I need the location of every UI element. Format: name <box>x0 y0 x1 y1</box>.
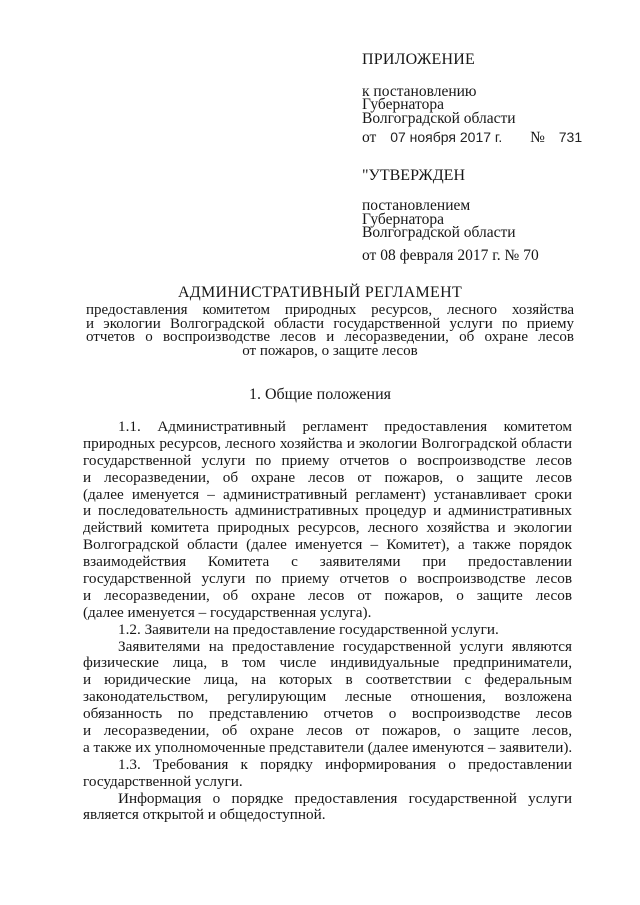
paragraph-line: государственной услуги по приему отчетов о воспроизводстве лесов <box>83 451 572 469</box>
subtitle-line: от пожаров, о защите лесов <box>242 342 418 359</box>
paragraph-line: 1.1. Административный регламент предоставления комитетом <box>118 418 572 435</box>
approved-line-2: Губернатора <box>362 211 444 228</box>
paragraph-line: и лесоразведении, об охране лесов от пожаров, о защите лесов <box>83 586 572 604</box>
appendix-date-line <box>362 130 582 145</box>
section-heading: 1. Общие положения <box>248 386 392 403</box>
number-value: 731 <box>558 129 583 145</box>
subtitle-line: и экологии Волгоградской области государственной услуги по приему <box>86 315 574 332</box>
paragraph-line: обязанность по представлению отчетов о воспроизводстве лесов <box>83 705 572 723</box>
paragraph-line: Заявителями на предоставление государственной услуги являются <box>118 637 572 655</box>
appendix-line-3: Волгоградской области <box>362 110 516 127</box>
paragraph-line: и лесоразведении, об охране лесов от пожаров, о защите лесов <box>83 468 572 486</box>
date-value: 07 ноября 2017 г. <box>390 129 503 145</box>
paragraph-line: 1.2. Заявители на предоставление государственной услуги. <box>118 620 499 638</box>
paragraph-line: Волгоградской области (далее именуется – Комитет), а также порядок <box>83 536 572 554</box>
approved-line-3: Волгоградской области <box>362 224 516 241</box>
paragraph-line: природных ресурсов, лесного хозяйства и экологии Волгоградской области <box>83 434 572 452</box>
appendix-line-1: к постановлению <box>362 83 477 100</box>
paragraph-line: государственной услуги. <box>83 772 243 790</box>
paragraph-line: а также их уполномоченные представители (далее именуются – заявители). <box>83 738 573 756</box>
paragraph-line: государственной услуги по приему отчетов о воспроизводстве лесов <box>83 570 572 588</box>
date-prefix: от <box>362 129 377 146</box>
paragraph-line: и лесоразведении, об охране лесов от пожаров, о защите лесов, <box>83 722 572 740</box>
appendix-title: ПРИЛОЖЕНИЕ <box>362 51 476 68</box>
approved-line-1: постановлением <box>362 197 471 214</box>
paragraph-line: физические лица, в том числе индивидуальные предприниматели, <box>83 654 572 672</box>
paragraph-line: 1.3. Требования к порядку информирования о предоставлении <box>118 755 572 773</box>
document-title: АДМИНИСТРАТИВНЫЙ РЕГЛАМЕНТ <box>177 284 463 301</box>
paragraph-line: действий комитета природных ресурсов, лесного хозяйства и экологии <box>83 519 572 537</box>
paragraph-line: является открытой и общедоступной. <box>83 806 326 824</box>
paragraph-line: и последовательность административных процедур и административных <box>83 502 572 520</box>
paragraph-line: законодательством, регулирующим лесные отношения, возложена <box>83 688 572 706</box>
paragraph-line: и юридические лица, на которых в соответствии с федеральным <box>83 671 572 689</box>
approved-title: "УТВЕРЖДЕН <box>362 167 465 184</box>
paragraph-line: Информация о порядке предоставления государственной услуги <box>118 789 572 807</box>
appendix-line-2: Губернатора <box>362 96 444 113</box>
paragraph-line: (далее именуется – государственная услуга). <box>83 603 372 621</box>
subtitle-line: отчетов о воспроизводстве лесов и лесоразведении, об охране лесов <box>86 329 574 345</box>
document-subtitle <box>86 304 574 358</box>
paragraph-line: (далее именуется – административный регламент) устанавливает сроки <box>83 485 572 503</box>
subtitle-line: предоставления комитетом природных ресурсов, лесного хозяйства <box>86 302 574 318</box>
paragraph-line: взаимодействия Комитета с заявителями при предоставлении <box>83 553 572 571</box>
approved-date: от 08 февраля 2017 г. № 70 <box>362 247 539 264</box>
number-prefix: № <box>530 129 545 146</box>
body-text <box>83 419 572 824</box>
